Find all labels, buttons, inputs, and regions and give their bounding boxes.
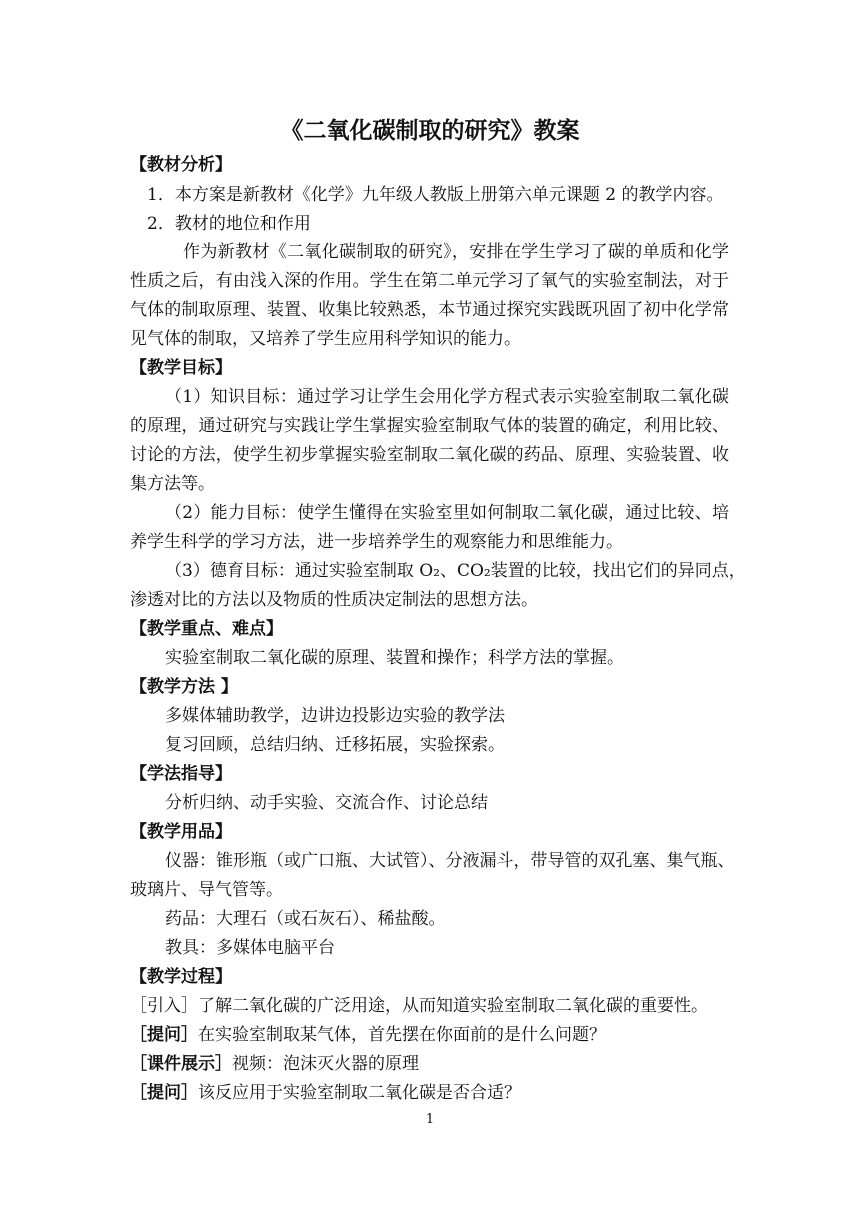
process-step-tag: ［引入］ xyxy=(130,996,198,1016)
process-step-question xyxy=(130,1081,521,1105)
key-points-text: 实验室制取二氧化碳的原理、装置和操作；科学方法的掌握。 xyxy=(165,648,624,668)
goal-knowledge-line: 讨论的方法，使学生初步掌握实验室制取二氧化碳的药品、原理、实验装置、收 xyxy=(130,445,729,465)
process-step-tag: ［课件展示］ xyxy=(130,1054,232,1074)
study-guidance-text: 分析归纳、动手实验、交流合作、讨论总结 xyxy=(165,793,488,813)
method-line-1: 多媒体辅助教学，边讲边投影边实验的教学法 xyxy=(165,706,505,726)
process-step-intro xyxy=(130,994,708,1018)
process-step-tag: ［提问］ xyxy=(130,1083,198,1103)
goal-knowledge-line: 的原理，通过研究与实践让学生掌握实验室制取气体的装置的确定，利用比较、 xyxy=(130,416,729,436)
supplies-drugs: 药品：大理石（或石灰石）、稀盐酸。 xyxy=(165,909,446,929)
process-step-question xyxy=(130,1023,606,1047)
material-para-line: 见气体的制取，又培养了学生应用科学知识的能力。 xyxy=(130,329,521,349)
goal-ability-line: （2）能力目标：使学生懂得在实验室里如何制取二氧化碳，通过比较、培 xyxy=(165,503,729,523)
goal-knowledge-line: 集方法等。 xyxy=(130,474,215,494)
material-item-2: 2．教材的地位和作用 xyxy=(147,214,311,234)
material-para-line: 性质之后，有由浅入深的作用。学生在第二单元学习了氧气的实验室制法，对于 xyxy=(130,271,729,291)
goal-ability-line: 养学生科学的学习方法，进一步培养学生的观察能力和思维能力。 xyxy=(130,532,623,552)
supplies-tools: 教具：多媒体电脑平台 xyxy=(165,938,335,958)
process-step-text: 了解二氧化碳的广泛用途，从而知道实验室制取二氧化碳的重要性。 xyxy=(198,996,708,1016)
heading-teaching-supplies: 【教学用品】 xyxy=(130,822,232,842)
heading-teaching-goals: 【教学目标】 xyxy=(130,358,232,378)
process-step-text: 该反应用于实验室制取二氧化碳是否合适？ xyxy=(198,1083,521,1103)
process-step-text: 视频：泡沫灭火器的原理 xyxy=(232,1054,419,1074)
material-item-1: 1．本方案是新教材《化学》九年级人教版上册第六单元课题 2 的教学内容。 xyxy=(147,185,724,205)
heading-material-analysis: 【教材分析】 xyxy=(130,155,232,175)
heading-teaching-process: 【教学过程】 xyxy=(130,967,232,987)
material-para-line: 气体的制取原理、装置、收集比较熟悉，本节通过探究实践既巩固了初中化学常 xyxy=(130,300,729,320)
page-number: 1 xyxy=(425,1112,435,1127)
process-step-courseware xyxy=(130,1052,419,1076)
heading-key-points: 【教学重点、难点】 xyxy=(130,619,283,639)
supplies-instruments-line: 仪器：锥形瓶（或广口瓶、大试管）、分液漏斗，带导管的双孔塞、集气瓶、 xyxy=(165,851,735,871)
heading-teaching-methods: 【教学方法 】 xyxy=(130,677,238,697)
supplies-instruments-line: 玻璃片、导气管等。 xyxy=(130,880,283,900)
material-para-line: 作为新教材《二氧化碳制取的研究》，安排在学生学习了碳的单质和化学 xyxy=(183,242,729,262)
process-step-text: 在实验室制取某气体，首先摆在你面前的是什么问题？ xyxy=(198,1025,606,1045)
goal-moral-line: 渗透对比的方法以及物质的性质决定制法的思想方法。 xyxy=(130,590,538,610)
document-title: 《二氧化碳制取的研究》教案 xyxy=(280,118,580,144)
heading-study-guidance: 【学法指导】 xyxy=(130,764,232,784)
goal-moral-line: （3）德育目标：通过实验室制取 O₂、CO₂装置的比较，找出它们的异同点， xyxy=(165,561,746,581)
goal-knowledge-line: （1）知识目标：通过学习让学生会用化学方程式表示实验室制取二氧化碳 xyxy=(165,387,729,407)
method-line-2: 复习回顾，总结归纳、迁移拓展，实验探索。 xyxy=(165,735,505,755)
process-step-tag: ［提问］ xyxy=(130,1025,198,1045)
